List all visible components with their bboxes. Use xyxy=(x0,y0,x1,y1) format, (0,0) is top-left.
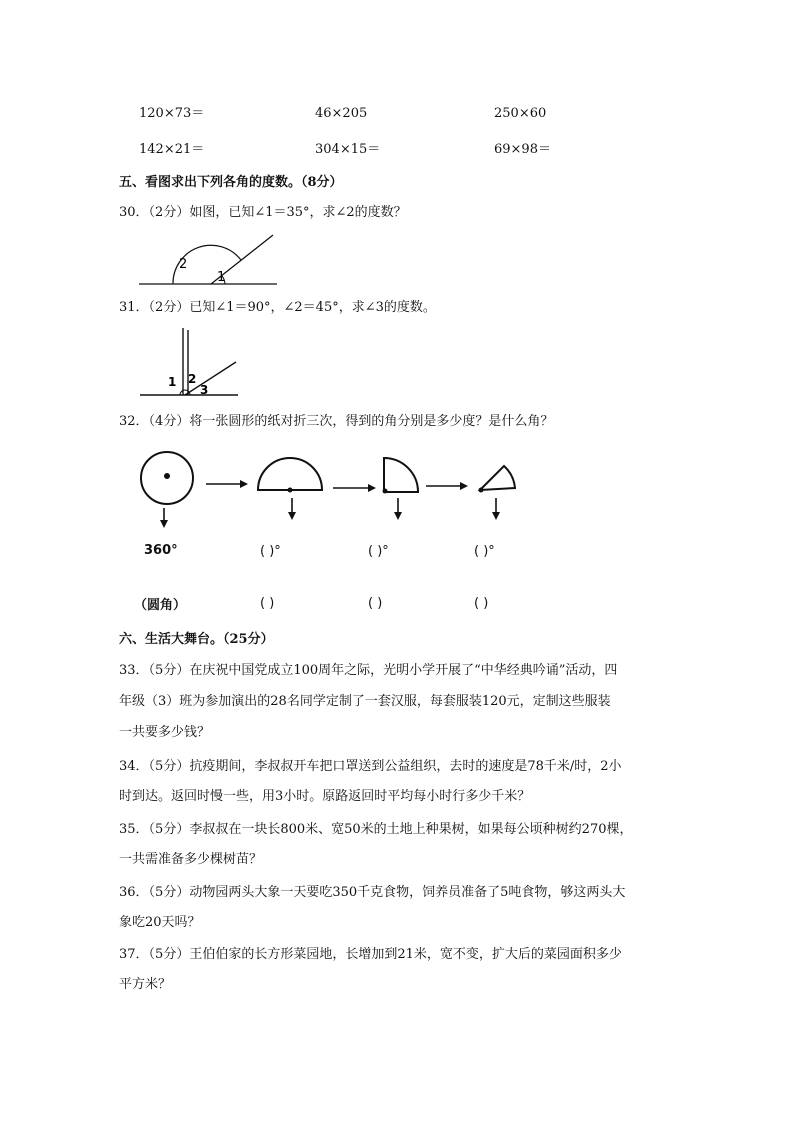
calc-item: 250×60 xyxy=(494,106,547,121)
question-37-line: 37．（5分）王伯伯家的长方形菜园地，长增加到21米，宽不变，扩大后的菜园面积多少 xyxy=(119,947,622,962)
name-blank: ( ) xyxy=(260,596,275,611)
question-36-line: 象吃20天吗？ xyxy=(119,915,201,930)
calc-item: 69×98＝ xyxy=(494,142,551,157)
question-35-line: 35．（5分）李叔叔在一块长800米、宽50米的土地上种果树，如果每公顷种树约270棵， xyxy=(119,822,633,837)
full-angle-value: 360° xyxy=(144,543,178,558)
calc-item: 120×73＝ xyxy=(139,106,205,121)
calc-item: 304×15＝ xyxy=(315,142,381,157)
angle-figure-31 xyxy=(140,328,240,400)
angle-label: 1 xyxy=(168,375,177,389)
name-blank: ( ) xyxy=(368,596,383,611)
calc-item: 46×205 xyxy=(315,106,368,121)
question-34-line: 时到达。返回时慢一些，用3小时。原路返回时平均每小时行多少千米？ xyxy=(119,789,531,804)
degree-blank: ( )° xyxy=(260,544,281,559)
section-heading: 五、看图求出下列各角的度数。（8分） xyxy=(119,175,343,190)
degree-blank: ( )° xyxy=(368,544,389,559)
angle-figure-30 xyxy=(139,232,279,288)
question-35-line: 一共需准备多少棵树苗？ xyxy=(119,852,263,867)
question-33-line: 33．（5分）在庆祝中国党成立100周年之际，光明小学开展了“中华经典吟诵”活动，四 xyxy=(119,663,618,678)
question-36-line: 36．（5分）动物园两头大象一天要吃350千克食物，饲养员准备了5吨食物，够这两头大 xyxy=(119,885,626,900)
question-34-line: 34．（5分）抗疫期间，李叔叔开车把口罩送到公益组织，去时的速度是78千米/时，2小 xyxy=(119,759,622,774)
angle-label: 2 xyxy=(179,257,188,272)
question-30: 30．（2分）如图，已知∠1＝35°，求∠2的度数？ xyxy=(119,205,407,220)
angle-label: 1 xyxy=(217,270,226,285)
question-32: 32．（4分）将一张圆形的纸对折三次，得到的角分别是多少度？是什么角？ xyxy=(119,414,554,429)
question-33-line: 年级（3）班为参加演出的28名同学定制了一套汉服，每套服装120元，定制这些服装 xyxy=(119,694,611,709)
question-31: 31．（2分）已知∠1＝90°，∠2＝45°，求∠3的度数。 xyxy=(119,300,436,315)
section-heading: 六、生活大舞台。（25分） xyxy=(119,632,274,647)
folding-diagram xyxy=(130,450,570,530)
name-blank: ( ) xyxy=(474,596,489,611)
degree-blank: ( )° xyxy=(474,544,495,559)
calc-item: 142×21＝ xyxy=(139,142,205,157)
angle-label: 3 xyxy=(200,383,209,397)
question-37-line: 平方米？ xyxy=(119,977,172,992)
angle-label: 2 xyxy=(188,372,197,386)
question-33-line: 一共要多少钱？ xyxy=(119,725,211,740)
full-angle-name: （圆角） xyxy=(134,598,187,613)
